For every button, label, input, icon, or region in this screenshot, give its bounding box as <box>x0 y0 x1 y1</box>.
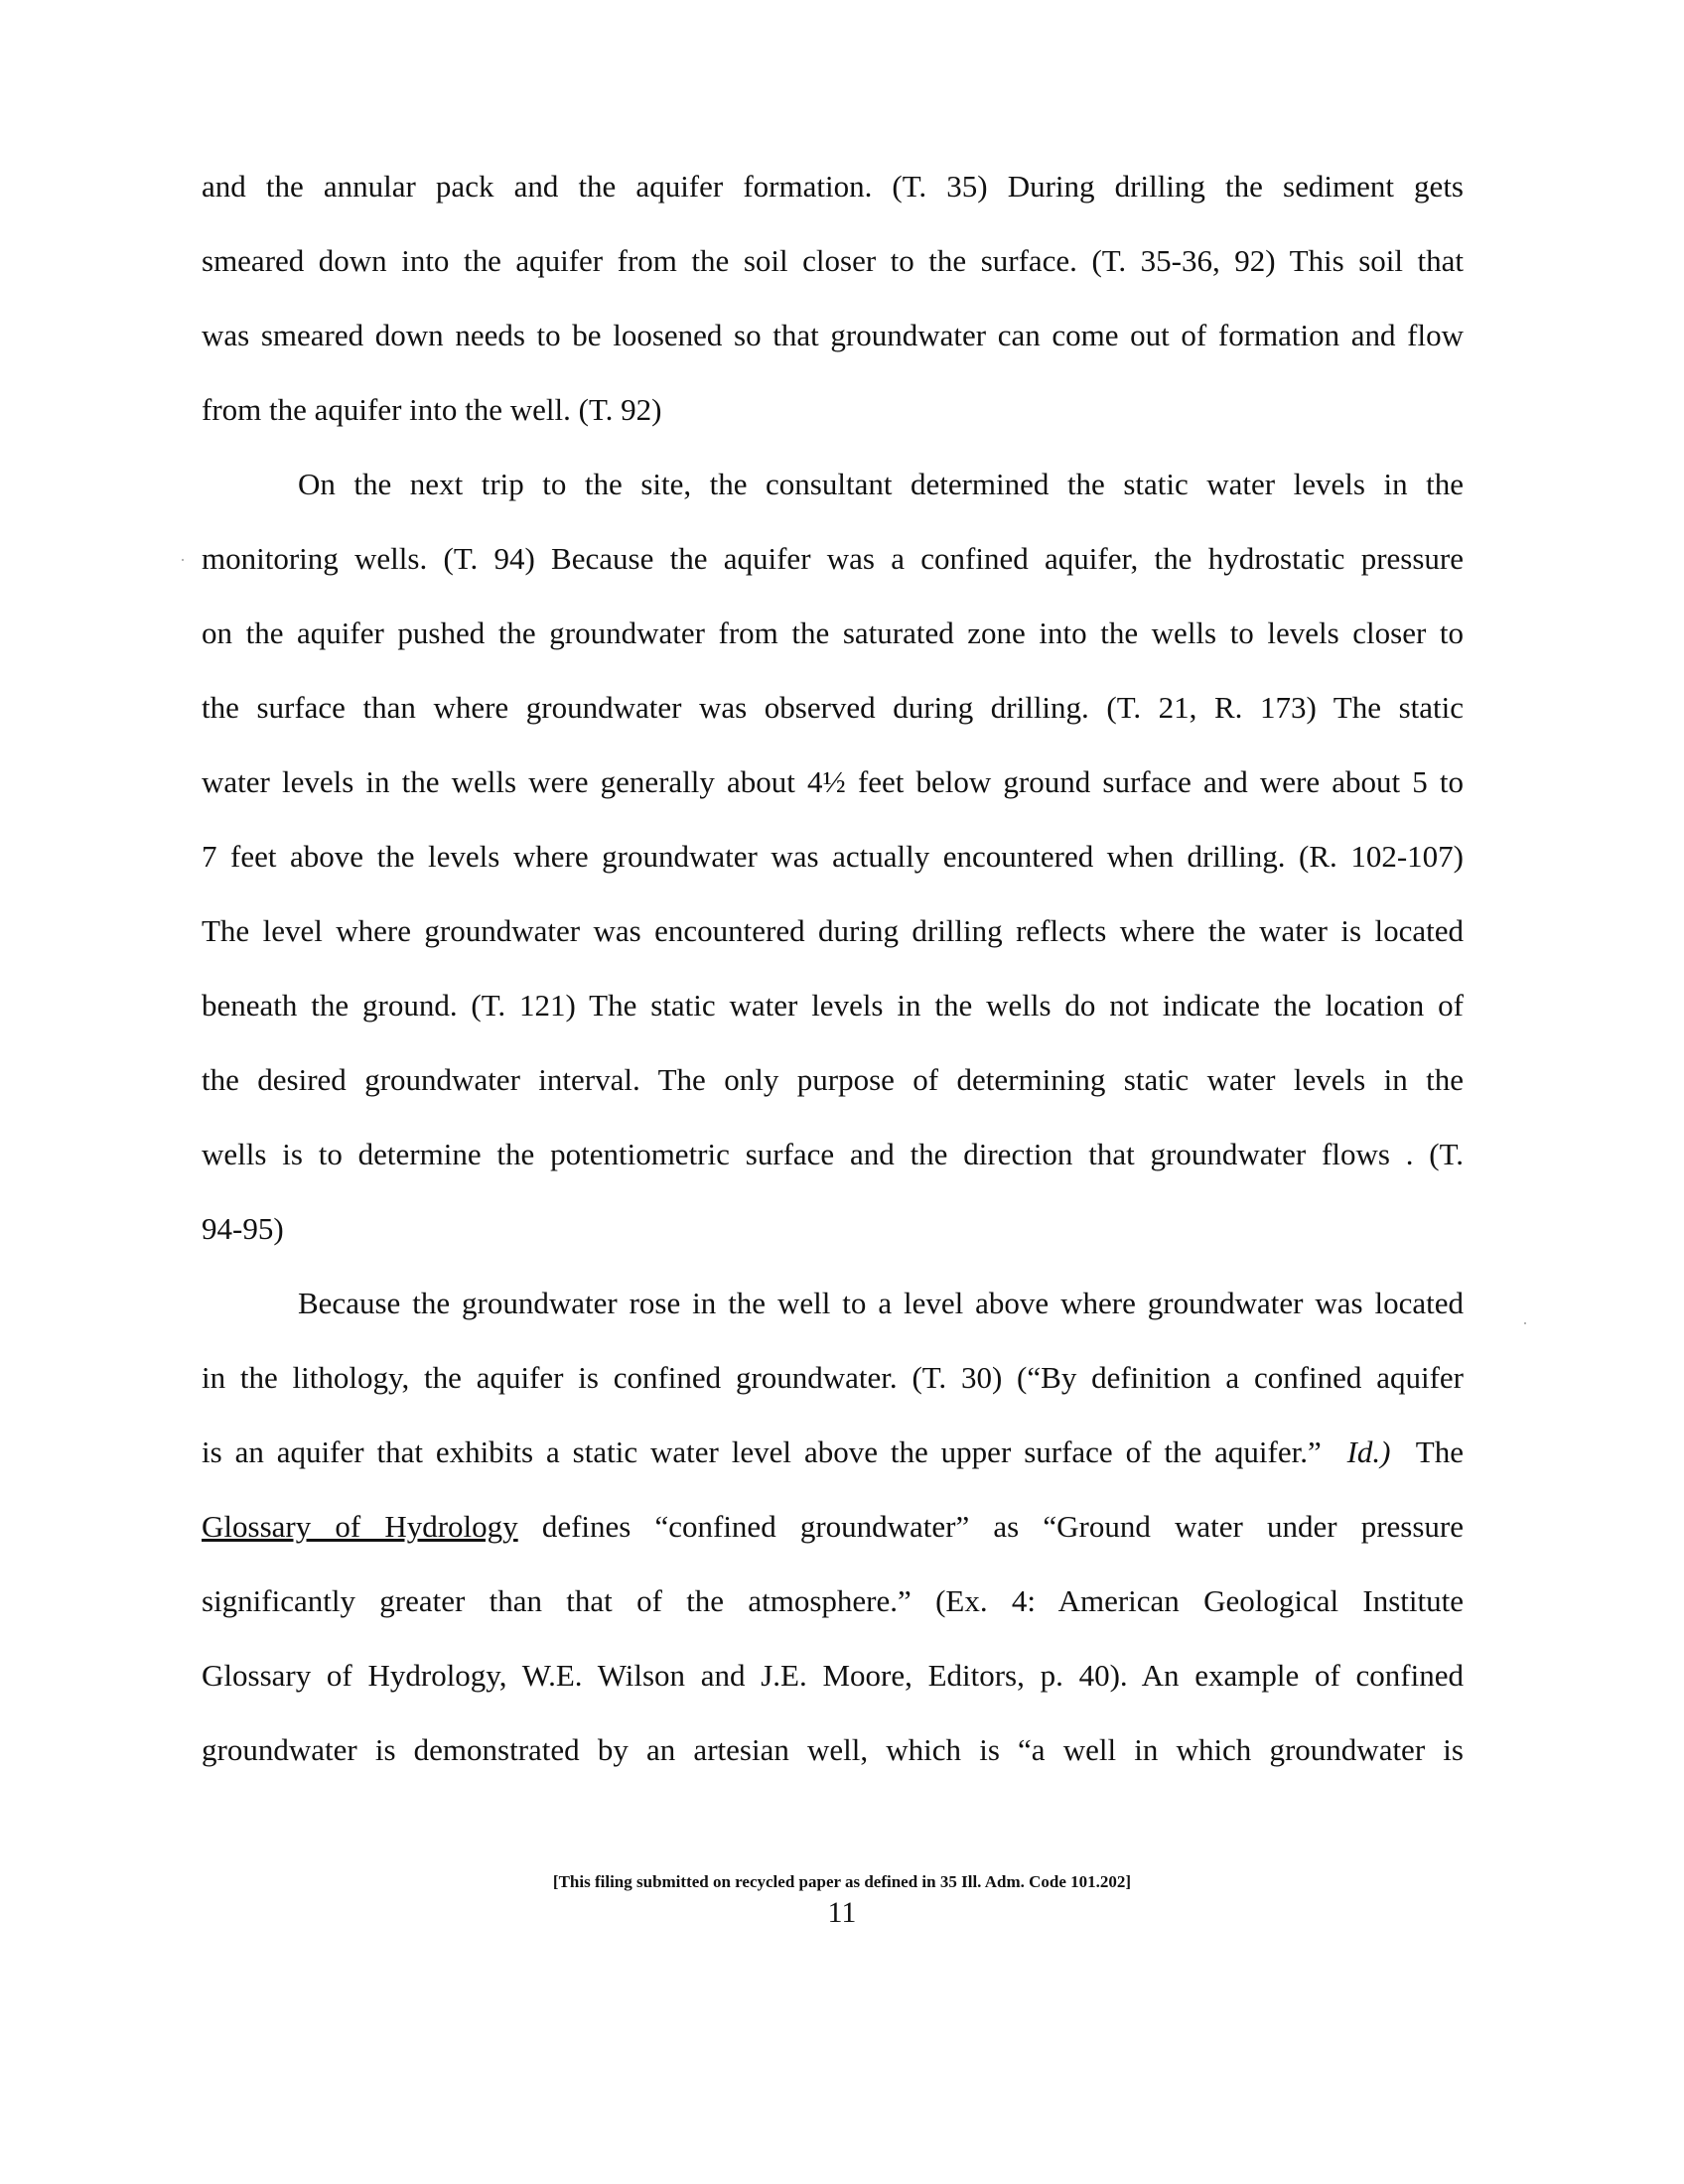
text-line: wells is to determine the potentiometric surface and the direction that groundwater flows . (T. <box>202 1137 1464 1171</box>
text-line: 7 feet above the levels where groundwater was actually encountered when drilling. (R. 102-107) <box>202 839 1464 874</box>
text-line: on the aquifer pushed the groundwater from the saturated zone into the wells to levels closer to <box>202 615 1464 650</box>
scan-speck <box>182 559 184 561</box>
text-line: in the lithology, the aquifer is confined groundwater. (T. 30) (“By definition a confined aquifer <box>202 1360 1464 1395</box>
text-line-mixed <box>202 1507 1464 1547</box>
text-line-mixed <box>202 1433 1464 1472</box>
text-line: 94-95) <box>202 1211 284 1246</box>
text-run: The <box>1415 1434 1464 1469</box>
text-run: defines “confined groundwater” as “Ground water under pressure <box>541 1509 1465 1544</box>
recycled-paper-footer: [This filing submitted on recycled paper as defined in 35 Ill. Adm. Code 101.202] <box>552 1872 1132 1891</box>
glossary-title-underlined: Glossary of Hydrology <box>202 1509 518 1544</box>
text-line: The level where groundwater was encountered during drilling reflects where the water is located <box>202 913 1464 948</box>
citation-italic: Id.) <box>1346 1434 1391 1469</box>
text-line: Glossary of Hydrology, W.E. Wilson and J.E. Moore, Editors, p. 40). An example of confined <box>202 1658 1464 1693</box>
text-line: the surface than where groundwater was observed during drilling. (T. 21, R. 173) The static <box>202 690 1464 725</box>
scan-speck <box>1524 1322 1526 1324</box>
text-line: On the next trip to the site, the consultant determined the static water levels in the <box>298 467 1464 501</box>
text-line: smeared down into the aquifer from the soil closer to the surface. (T. 35-36, 92) This soil that <box>202 243 1464 278</box>
text-run: is an aquifer that exhibits a static water level above the upper surface of the aquifer.” <box>202 1434 1322 1469</box>
text-line: monitoring wells. (T. 94) Because the aquifer was a confined aquifer, the hydrostatic pressure <box>202 541 1464 576</box>
text-line: Because the groundwater rose in the well to a level above where groundwater was located <box>298 1286 1464 1320</box>
text-line: was smeared down needs to be loosened so that groundwater can come out of formation and flow <box>202 318 1464 352</box>
text-line: from the aquifer into the well. (T. 92) <box>202 392 662 427</box>
text-line: significantly greater than that of the atmosphere.” (Ex. 4: American Geological Institute <box>202 1583 1464 1618</box>
page-number: 11 <box>827 1896 857 1929</box>
text-line: water levels in the wells were generally about 4½ feet below ground surface and were about 5 to <box>202 764 1464 799</box>
text-line: groundwater is demonstrated by an artesian well, which is “a well in which groundwater is <box>202 1732 1464 1767</box>
text-line: the desired groundwater interval. The only purpose of determining static water levels in the <box>202 1062 1464 1097</box>
text-line: and the annular pack and the aquifer formation. (T. 35) During drilling the sediment gets <box>202 169 1464 204</box>
text-line: beneath the ground. (T. 121) The static water levels in the wells do not indicate the location of <box>202 988 1464 1023</box>
